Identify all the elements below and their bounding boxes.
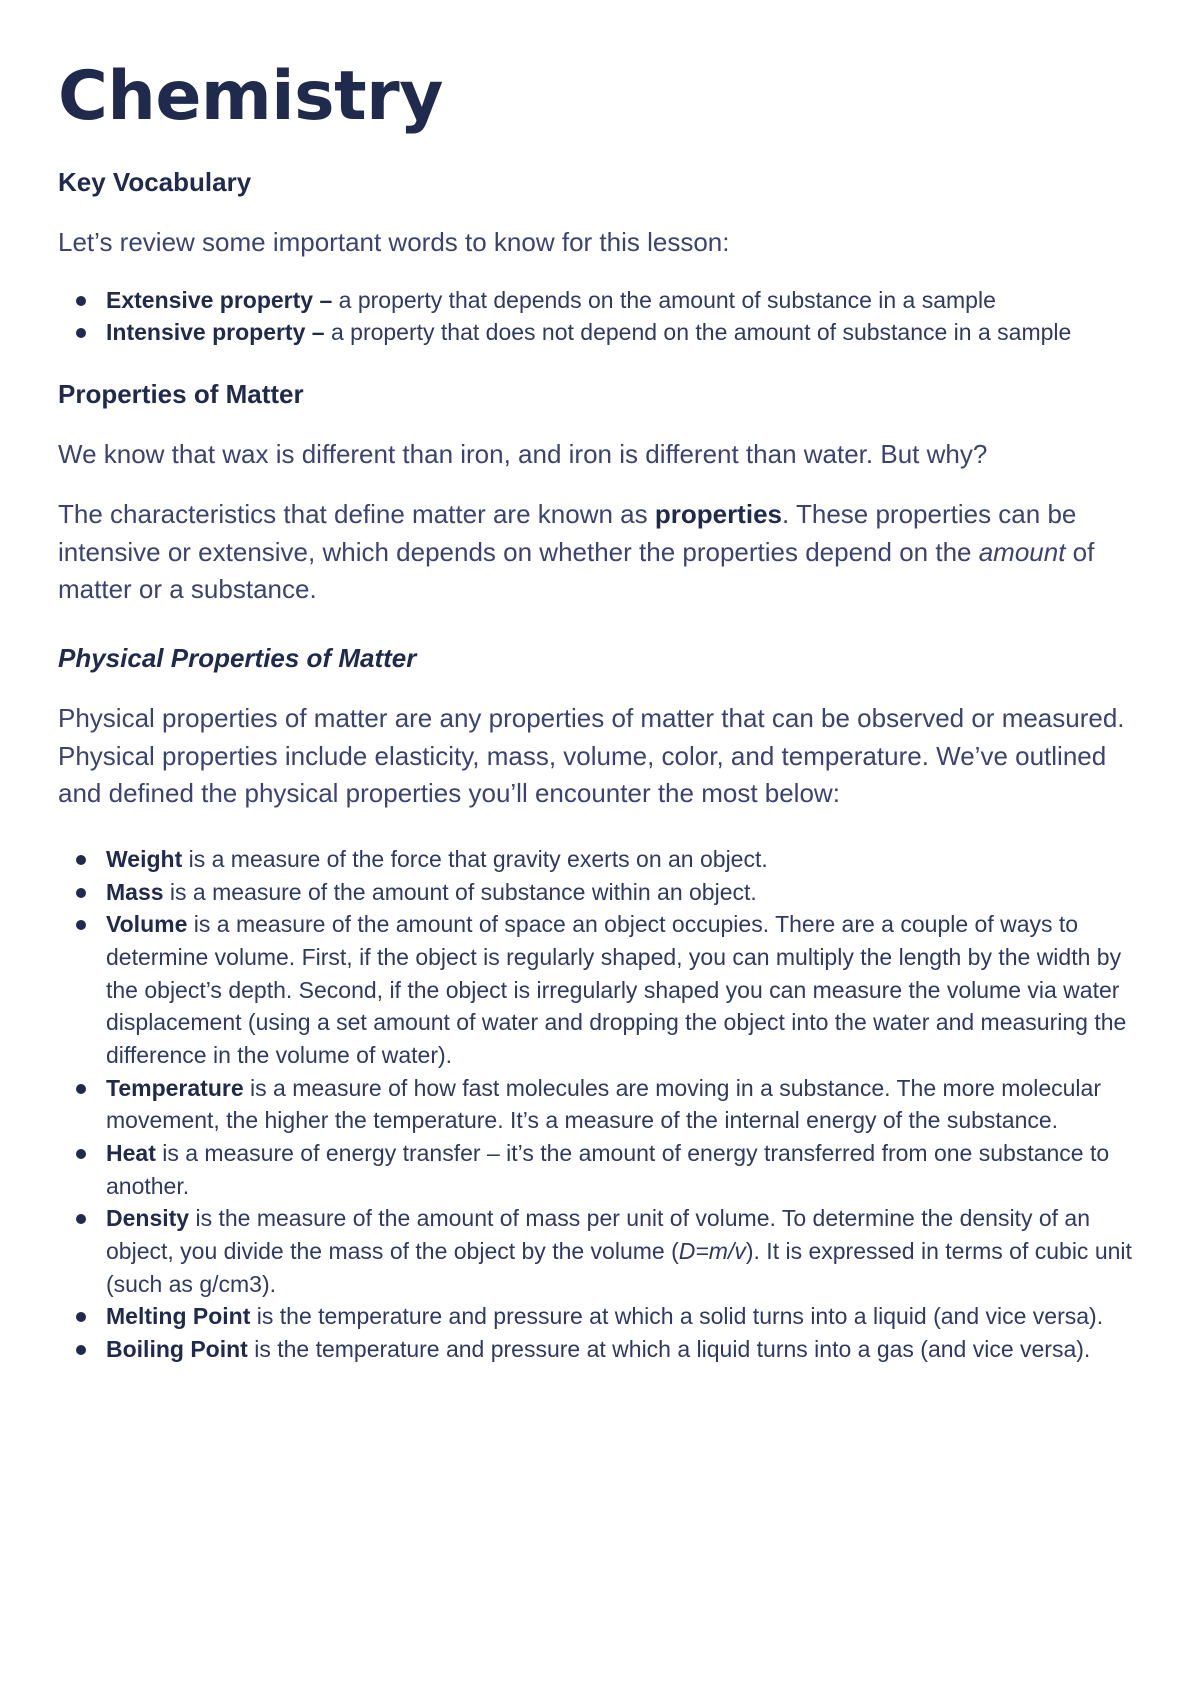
bullet-dot-icon	[76, 1345, 86, 1355]
paragraph-text: The characteristics that define matter are known as	[58, 498, 655, 529]
vocab-definition: a property that depends on the amount of substance in a sample	[338, 286, 996, 313]
property-term: Density	[106, 1205, 190, 1232]
property-text: is a measure of how fast molecules are moving in a substance. The more molecular movement, the higher the temperature. It’s a measure of the internal energy of the substance.	[106, 1074, 1101, 1134]
bullet-dot-icon	[76, 920, 86, 930]
page-title: Chemistry	[58, 57, 443, 136]
vocab-term: Intensive property	[106, 319, 306, 346]
properties-heading: Properties of Matter	[58, 378, 304, 409]
density-formula: D=m/v	[678, 1238, 746, 1265]
bullet-dot-icon	[76, 296, 86, 306]
list-item	[58, 1333, 1142, 1366]
bullet-dot-icon	[76, 888, 86, 898]
list-item	[58, 284, 1142, 317]
property-text: is a measure of the amount of space an object occupies. There are a couple of ways to determine volume. First, if the object is regularly shaped, you can multiply the length by the width by the object’s depth. Second, if the object is irregularly shaped you can measure the volume via water displacement (using a set amount of water and dropping the object into the water and measuring the difference in the volume of water).	[106, 911, 1127, 1069]
paragraph-text: of matter or a substance.	[58, 536, 1095, 605]
property-term: Temperature	[106, 1074, 244, 1101]
vocab-term: Extensive property	[106, 286, 314, 313]
list-item	[58, 843, 1142, 876]
key-vocabulary-heading: Key Vocabulary	[58, 166, 252, 197]
property-text: ). It is expressed in terms of cubic unit (such as g/cm3).	[106, 1238, 1132, 1297]
property-term: Volume	[106, 911, 188, 938]
bold-term: properties	[654, 498, 782, 529]
list-item	[58, 1202, 1142, 1300]
property-term: Melting Point	[106, 1303, 251, 1330]
list-item	[58, 1137, 1142, 1202]
properties-paragraph-1: We know that wax is different than iron, and iron is different than water. But why?	[58, 439, 988, 470]
properties-paragraph-2	[58, 496, 1142, 609]
property-term: Boiling Point	[106, 1336, 248, 1363]
bullet-dot-icon	[76, 855, 86, 865]
italic-term: amount	[978, 536, 1066, 567]
property-term: Mass	[106, 878, 164, 905]
property-term: Weight	[106, 846, 183, 873]
list-item	[58, 1300, 1142, 1333]
property-text: is a measure of the amount of substance within an object.	[163, 878, 757, 905]
bullet-dot-icon	[76, 1312, 86, 1322]
list-item	[58, 876, 1142, 909]
paragraph-text: . These properties can be intensive or extensive, which depends on whether the properties depend on the	[58, 498, 1077, 567]
bullet-dot-icon	[76, 1214, 86, 1224]
vocab-separator: –	[305, 319, 331, 346]
list-item	[58, 1072, 1142, 1137]
bullet-dot-icon	[76, 328, 86, 338]
vocab-intro: Let’s review some important words to know for this lesson:	[58, 226, 730, 257]
property-term: Heat	[106, 1140, 156, 1167]
property-text: is a measure of energy transfer – it’s the amount of energy transferred from one substance to another.	[106, 1140, 1110, 1199]
property-text: is the temperature and pressure at which a liquid turns into a gas (and vice versa).	[247, 1336, 1091, 1363]
physical-properties-list	[58, 843, 1142, 1366]
vocab-list	[58, 284, 1142, 349]
property-text: is a measure of the force that gravity exerts on an object.	[182, 846, 768, 873]
property-text: is the measure of the amount of mass per unit of volume. To determine the density of an object, you divide the mass of the object by the volume (	[106, 1205, 1090, 1265]
bullet-dot-icon	[76, 1149, 86, 1159]
property-text: is the temperature and pressure at which a solid turns into a liquid (and vice versa).	[250, 1303, 1104, 1330]
vocab-separator: –	[313, 286, 339, 313]
physical-properties-heading: Physical Properties of Matter	[58, 642, 417, 673]
bullet-dot-icon	[76, 1084, 86, 1094]
vocab-definition: a property that does not depend on the amount of substance in a sample	[330, 319, 1072, 346]
physical-intro: Physical properties of matter are any properties of matter that can be observed or measured. Physical properties include elasticity, mass, volume, color, and temperature. We’ve outlined and defined the physical properties you’ll encounter the most below:	[58, 703, 1125, 809]
list-item	[58, 316, 1142, 349]
list-item	[58, 908, 1142, 1071]
